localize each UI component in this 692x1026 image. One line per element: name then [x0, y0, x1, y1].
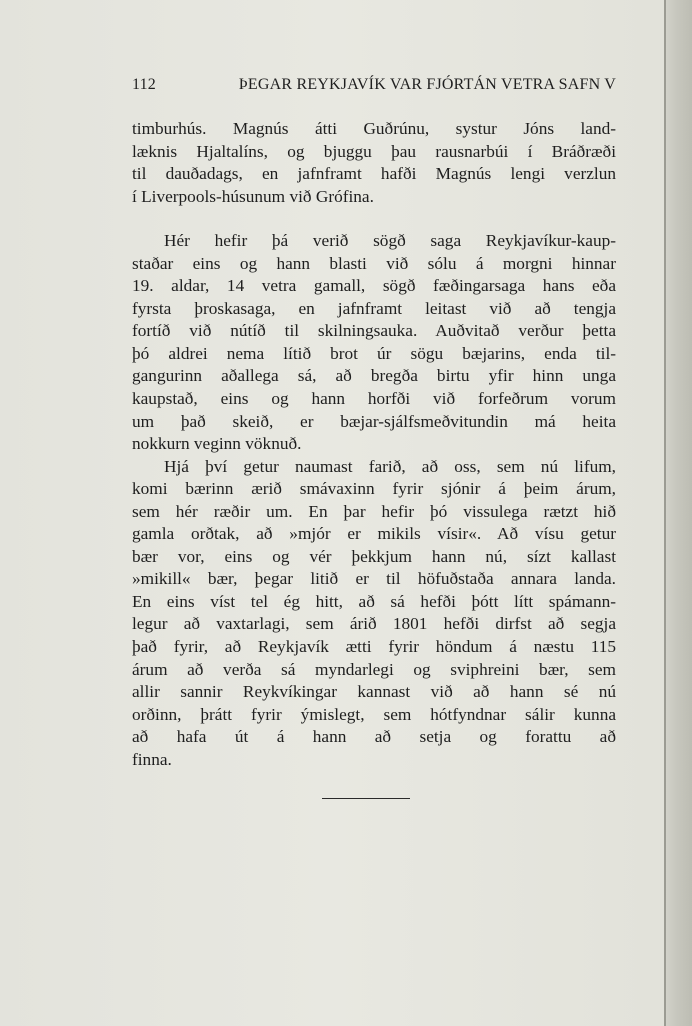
text-line: timburhús. Magnús átti Guðrúnu, systur Jóns land- [132, 119, 616, 138]
text-line: þó aldrei nema lítið brot úr sögu bæjarins, enda til- [132, 343, 616, 363]
text-line: kaupstað, eins og hann horfði við forfeðrum vorum [132, 389, 616, 409]
text-line: árum að verða sá myndarlegi og sviphreini bær, sem [132, 659, 616, 679]
text-line: um það skeið, er bæjar-sjálfsmeðvitundin má heita [132, 411, 616, 431]
text-line: Hér hefir þá verið sögð saga Reykjavíkur-kaup- [164, 231, 616, 251]
text-line: það fyrir, að Reykjavík ætti fyrir höndum á næstu 115 [132, 637, 616, 657]
text-line: 19. aldar, 14 vetra gamall, sögð fæðingarsaga hans eða [132, 276, 616, 296]
book-gutter [664, 0, 692, 1026]
text-line: Hjá því getur naumast farið, að oss, sem nú lifum, [164, 456, 616, 476]
text-line: gangurinn aðallega sá, að bregða birtu yfir hinn unga [132, 366, 616, 386]
text-line: fyrsta þroskasaga, en jafnframt leitast við að tengja [132, 298, 616, 318]
text-line: allir sannir Reykvíkingar kannast við að hann sé nú [132, 682, 616, 702]
text-line: En eins víst tel ég hitt, að sá hefði þótt lítt spámann- [132, 591, 616, 611]
text-line: legur að vaxtarlagi, sem árið 1801 hefði dirfst að segja [132, 614, 616, 634]
text-line: gamla orðtak, að »mjór er mikils vísir«. Að vísu getur [132, 524, 616, 544]
paragraph-2 [132, 230, 616, 455]
text-line: komi bærinn ærið smávaxinn fyrir sjónir á þeim árum, [132, 479, 616, 499]
page-number: 112 [132, 76, 157, 93]
running-title: ÞEGAR REYKJAVÍK VAR FJÓRTÁN VETRA SAFN V [238, 76, 616, 93]
text-line: í Liverpools-húsunum við Grófina. [132, 186, 374, 206]
running-header [132, 76, 616, 94]
text-line: bær vor, eins og vér þekkjum hann nú, sízt kallast [132, 546, 616, 566]
paragraph-spacer [132, 208, 616, 230]
text-line: nokkurn veginn vöknuð. [132, 434, 302, 454]
closing-rule [322, 798, 410, 799]
text-line: orðinn, þrátt fyrir ýmislegt, sem hótfyndnar sálir kunna [132, 704, 616, 724]
paragraph-1 [132, 118, 616, 208]
text-line: að hafa út á hann að setja og forattu að [132, 727, 616, 747]
text-line: fortíð við nútíð til skilningsauka. Auðvitað verður þetta [132, 321, 616, 341]
text-line: sem hér ræðir um. En þar hefir þó vissulega rætzt hið [132, 501, 616, 521]
text-line: læknis Hjaltalíns, og bjuggu þau rausnarbúi í Bráðræði [132, 141, 616, 161]
text-line: staðar eins og hann blasti við sólu á morgni hinnar [132, 253, 616, 273]
body-text [132, 118, 616, 771]
gutter-shadow-line [664, 0, 666, 1026]
text-line: »mikill« bær, þegar litið er til höfuðstaða annara landa. [132, 569, 616, 589]
text-line: til dauðadags, en jafnframt hafði Magnús lengi verzlun [132, 164, 616, 184]
text-line: finna. [132, 749, 172, 769]
paragraph-3 [132, 456, 616, 772]
